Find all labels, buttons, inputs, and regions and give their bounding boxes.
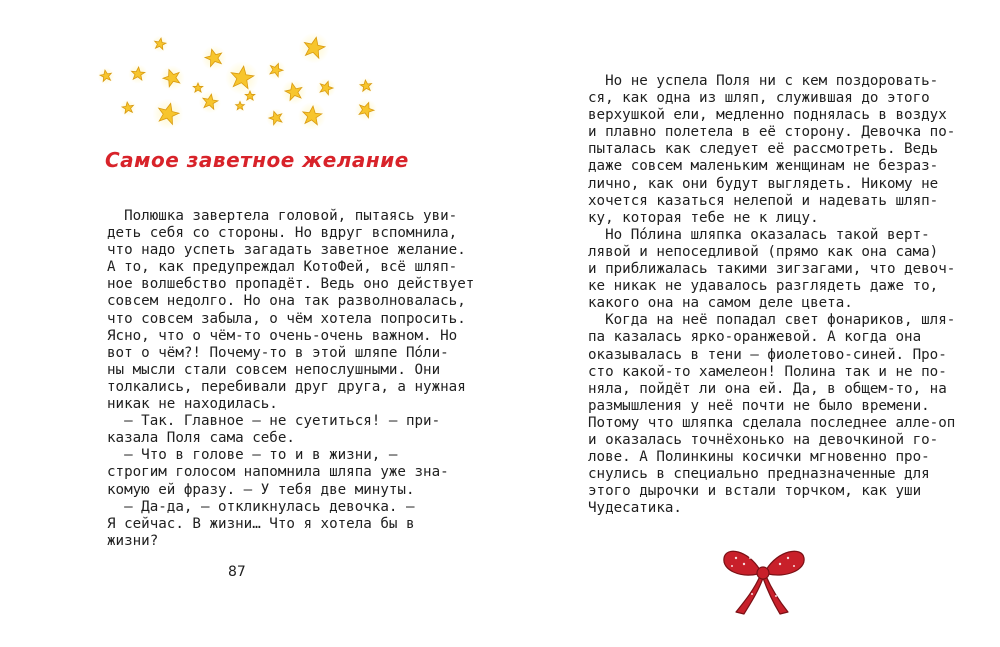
text-line: лове. А Полинкины косички мгновенно про- <box>588 449 930 466</box>
text-line: и приближалась такими зигзагами, что девоч- <box>588 261 956 278</box>
text-line: няла, пойдёт ли она ей. Да, в общем-то, на <box>588 380 947 397</box>
text-line: ся, как одна из шляп, служившая до этого <box>588 90 930 107</box>
text-line: этого дырочки и встали торчком, как уши <box>588 483 922 500</box>
text-line: сто какой-то хамелеон! Полина так и не по- <box>588 363 947 380</box>
text-line: Ясно, что о чём-то очень-очень важном. Но <box>107 327 458 344</box>
text-line: Когда на неё попадал свет фонариков, шля- <box>588 312 956 329</box>
text-line: лявой и непоседливой (прямо как она сама) <box>588 243 939 260</box>
text-line: ное волшебство пропадёт. Ведь оно действует <box>107 276 475 293</box>
text-line: ке никак не удавалось разглядеть даже то, <box>588 278 939 295</box>
text-line: что совсем забыла, о чём хотела попросить. <box>107 310 466 327</box>
text-line: оказывалась в тени — фиолетово-синей. Про- <box>588 346 947 363</box>
text-line: — Что в голове — то и в жизни, — <box>107 447 398 464</box>
chapter-title: Самое заветное желание <box>105 148 409 172</box>
text-line: Я сейчас. В жизни… Что я хотела бы в <box>107 515 415 532</box>
text-line: пыталась как следует её рассмотреть. Ведь <box>588 141 939 158</box>
text-line: что надо успеть загадать заветное желание. <box>107 242 466 259</box>
bow-icon <box>718 540 808 620</box>
text-line: — Так. Главное — не суетиться! — при- <box>107 413 441 430</box>
text-line: вот о чём?! Почему-то в этой шляпе По́ли- <box>107 344 449 361</box>
text-line: Но не успела Поля ни с кем поздоровать- <box>588 73 939 89</box>
text-line: казала Поля сама себе. <box>107 430 295 447</box>
text-line: толкались, перебивали друг друга, а нужная <box>107 378 466 395</box>
text-line: и оказалась точнёхонько на девочкиной го- <box>588 431 939 448</box>
text-line: па казалась ярко-оранжевой. А когда она <box>588 329 922 346</box>
text-line: совсем недолго. Но она так разволновалась, <box>107 293 466 310</box>
text-line: и плавно полетела в её сторону. Девочка по- <box>588 124 956 141</box>
text-line: ку, которая тебе не к лицу. <box>588 209 819 226</box>
text-line: снулись в специально предназначенные для <box>588 466 930 483</box>
text-line: какого она на самом деле цвета. <box>588 295 853 312</box>
right-text-block <box>588 73 956 517</box>
text-line: лично, как они будут выглядеть. Никому не <box>588 175 939 192</box>
text-line: размышления у неё почти не было времени. <box>588 397 930 414</box>
text-line: даже совсем маленьким женщинам не безраз- <box>588 158 939 175</box>
text-line: ны мысли стали совсем непослушными. Они <box>107 361 441 378</box>
text-line: Потому что шляпка сделала последнее алле-оп <box>588 414 956 431</box>
text-line: строгим голосом напомнила шляпа уже зна- <box>107 464 449 481</box>
text-line: хочется казаться нелепой и надевать шляп- <box>588 192 939 209</box>
stars-icon <box>90 30 390 140</box>
text-line: верхушкой ели, медленно поднялась в воздух <box>588 107 947 124</box>
text-line: А то, как предупреждал КотоФей, всё шляп- <box>107 259 458 276</box>
left-text-block <box>107 208 475 550</box>
text-line: никак не находилась. <box>107 396 278 413</box>
text-line: комую ей фразу. — У тебя две минуты. <box>107 481 415 498</box>
text-line: — Да-да, — откликнулась девочка. — <box>107 498 415 515</box>
text-line: деть себя со стороны. Но вдруг вспомнила, <box>107 225 458 242</box>
text-line: жизни? <box>107 532 159 549</box>
page-number: 87 <box>228 564 246 580</box>
text-line: Полюшка завертела головой, пытаясь уви- <box>107 208 458 224</box>
text-line: Чудесатика. <box>588 500 682 517</box>
text-line: Но По́лина шляпка оказалась такой верт- <box>588 226 930 243</box>
